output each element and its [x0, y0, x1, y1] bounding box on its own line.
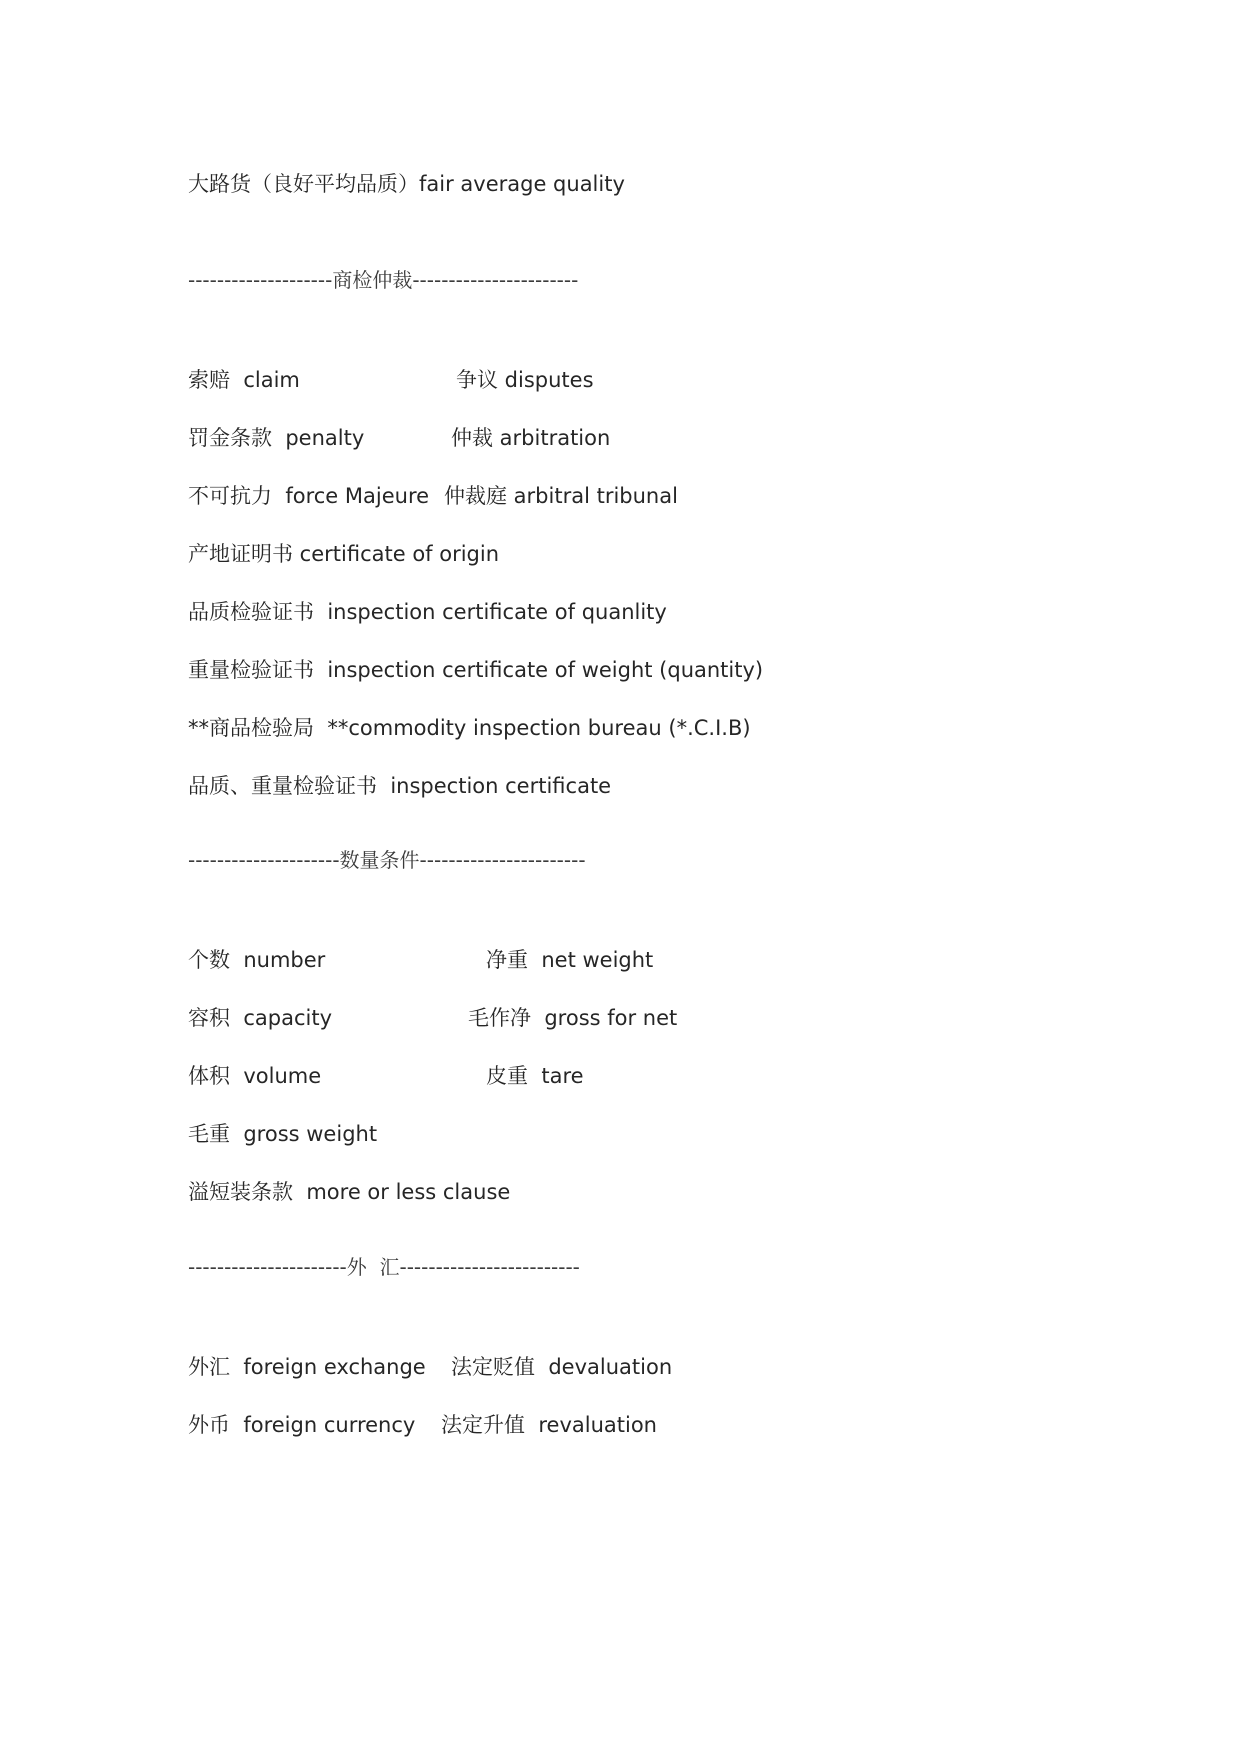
term-right: 仲裁 arbitration	[451, 426, 611, 450]
term-left: 容积 capacity	[188, 1006, 333, 1030]
term-line: 产地证明书 certificate of origin	[188, 542, 500, 566]
term-line: 品质、重量检验证书 inspection certificate	[188, 774, 612, 798]
term-left: 外汇 foreign exchange	[188, 1355, 426, 1379]
term-left: 体积 volume	[188, 1064, 322, 1088]
term-left: 罚金条款 penalty	[188, 426, 365, 450]
term-left: 不可抗力 force Majeure	[188, 484, 430, 508]
intro-line: 大路货（良好平均品质）fair average quality	[188, 172, 625, 196]
section-header-inspection: --------------------商检仲裁-----------------------	[188, 268, 579, 292]
term-right: 争议 disputes	[456, 368, 594, 392]
term-line: **商品检验局 **commodity inspection bureau (*.C.I.B)	[188, 716, 751, 740]
term-line: 品质检验证书 inspection certificate of quanlity	[188, 600, 667, 624]
term-pair-row	[188, 1411, 657, 1523]
term-right: 法定贬值 devaluation	[451, 1355, 673, 1379]
term-right: 仲裁庭 arbitral tribunal	[444, 484, 678, 508]
term-left: 个数 number	[188, 948, 326, 972]
term-line: 毛重 gross weight	[188, 1122, 378, 1146]
section-header-forex: ----------------------外 汇-------------------------	[188, 1255, 580, 1279]
term-right: 毛作净 gross for net	[468, 1006, 678, 1030]
term-left: 索赔 claim	[188, 368, 300, 392]
term-right: 净重 net weight	[486, 948, 654, 972]
term-right: 皮重 tare	[486, 1064, 584, 1088]
term-left: 外币 foreign currency	[188, 1413, 416, 1437]
term-line: 溢短装条款 more or less clause	[188, 1180, 511, 1204]
term-line: 重量检验证书 inspection certificate of weight (quantity)	[188, 658, 764, 682]
term-right: 法定升值 revaluation	[441, 1413, 657, 1437]
section-header-quantity: ---------------------数量条件-----------------------	[188, 848, 586, 872]
